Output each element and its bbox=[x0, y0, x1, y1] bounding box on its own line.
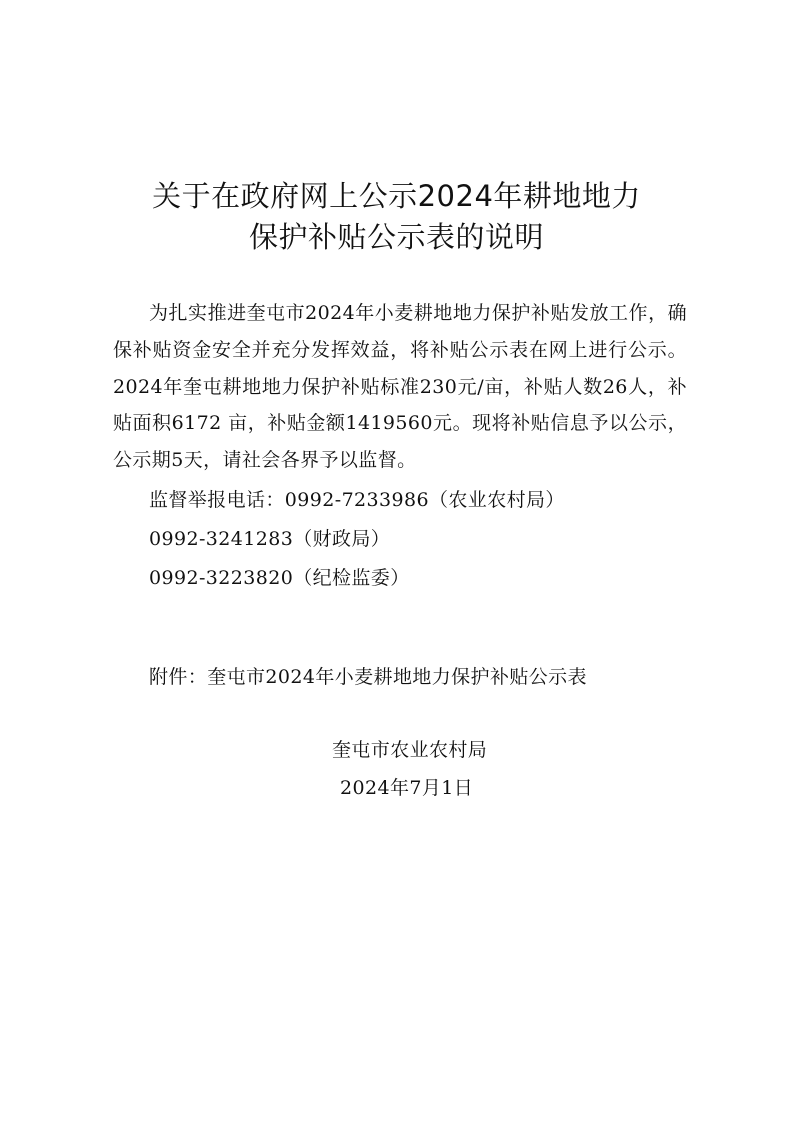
hotline-discipline-commission: 0992-3223820（纪检监委） bbox=[149, 567, 410, 589]
attachment-note: 附件：奎屯市2024年小麦耕地地力保护补贴公示表 bbox=[149, 666, 587, 688]
hotline-agriculture-bureau: 监督举报电话：0992-7233986（农业农村局） bbox=[149, 489, 565, 511]
hotline-finance-bureau: 0992-3241283（财政局） bbox=[149, 528, 391, 550]
signature-date: 2024年7月1日 bbox=[340, 777, 474, 799]
signature-organization: 奎屯市农业农村局 bbox=[332, 739, 488, 761]
body-paragraph: 为扎实推进奎屯市2024年小麦耕地地力保护补贴发放工作，确保补贴资金安全并充分发挥效益，将补贴公示表在网上进行公示。2024年奎屯耕地地力保护补贴标准230元/亩，补贴人数26人，补贴面积6172 亩，补贴金额1419560元。现将补贴信息予以公示，公示期5天，请社会各界予以监督。 bbox=[113, 302, 687, 472]
document-title-line-1: 关于在政府网上公示2024年耕地地力 bbox=[152, 179, 641, 213]
document-title-line-2: 保护补贴公示表的说明 bbox=[248, 220, 544, 254]
